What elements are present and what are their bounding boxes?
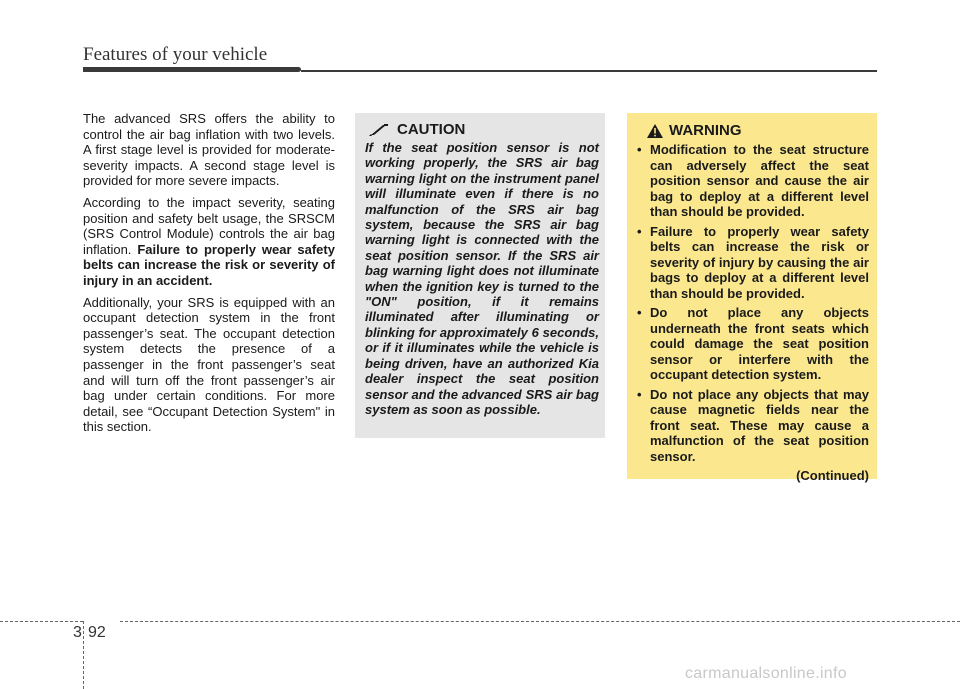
warning-box <box>627 113 877 483</box>
continued-label: (Continued) <box>796 468 869 483</box>
caution-heading: CAUTION <box>397 121 466 138</box>
left-column <box>83 111 335 441</box>
caution-box <box>355 113 605 438</box>
caution-heading-row <box>369 121 599 138</box>
warning-item-safety-belts: • Failure to properly wear safety belts can increase the risk or severity of injury by causing the air bags to deploy at a different level than should be provided. <box>635 224 869 302</box>
header-rule-thin <box>301 70 877 72</box>
paragraph-srscm-bold: Failure to properly wear safety belts can increase the risk or severity of injury in an accident. <box>83 241 335 288</box>
paragraph-srscm <box>83 195 335 289</box>
warning-triangle-icon <box>647 124 663 138</box>
warning-heading-row <box>647 122 869 139</box>
paragraph-srscm-text: According to the impact severity, seating position and safety belt usage, the SRSCM (SRS Control Module) controls the air bag inflation. <box>83 194 335 257</box>
warning-list <box>635 142 869 464</box>
warning-heading: WARNING <box>669 122 742 139</box>
page-header-title: Features of your vehicle <box>83 44 268 65</box>
warning-item-objects-underneath: • Do not place any objects underneath the front seats which could damage the seat position sensor or interfere with the occupant detection system. <box>635 305 869 383</box>
chapter-number: 3 <box>73 624 82 641</box>
watermark: carmanualsonline.info <box>685 665 847 682</box>
pencil-icon <box>369 124 389 136</box>
warning-item-seat-structure: • Modification to the seat structure can adversely affect the seat position sensor and cause the air bag to deploy at a different level than should be provided. <box>635 142 869 220</box>
warning-item-magnetic-fields: • Do not place any objects that may cause magnetic fields near the front seat. These may cause a malfunction of the seat position sensor. <box>635 387 869 465</box>
paragraph-srs-stages: The advanced SRS offers the ability to control the air bag inflation with two levels. A first stage level is provided for moderate-severity impacts. A second stage level is provided for more severe impacts. <box>83 111 335 189</box>
paragraph-occupant-detection: Additionally, your SRS is equipped with an occupant detection system in the front passenger’s seat. The occupant detection system detects the presence of a passenger in the front passenger’s seat and will turn off the front passenger’s air bag under certain conditions. For more detail, see “Occupant Detection System" in this section. <box>83 294 335 435</box>
header-rule-thick <box>83 67 301 72</box>
page-number: 92 <box>88 624 106 641</box>
caution-text: If the seat position sensor is not working properly, the SRS air bag warning light on the instrument panel will illuminate even if there is no malfunction of the SRS air bag system, because the SRS air bag warning light is connected with the seat position sensor. If the SRS air bag warning light does not illuminate when the ignition key is turned to the "ON" position, if it remains illuminated after illuminating or blinking for approximately 6 seconds, or if it illuminates while the vehicle is being driven, have an authorized Kia dealer inspect the seat position sensor and the advanced SRS air bag system as soon as possible. <box>365 140 599 417</box>
footer-rule-left <box>0 621 83 622</box>
footer-rule-right <box>120 621 960 622</box>
footer-vertical-rule <box>83 621 84 689</box>
